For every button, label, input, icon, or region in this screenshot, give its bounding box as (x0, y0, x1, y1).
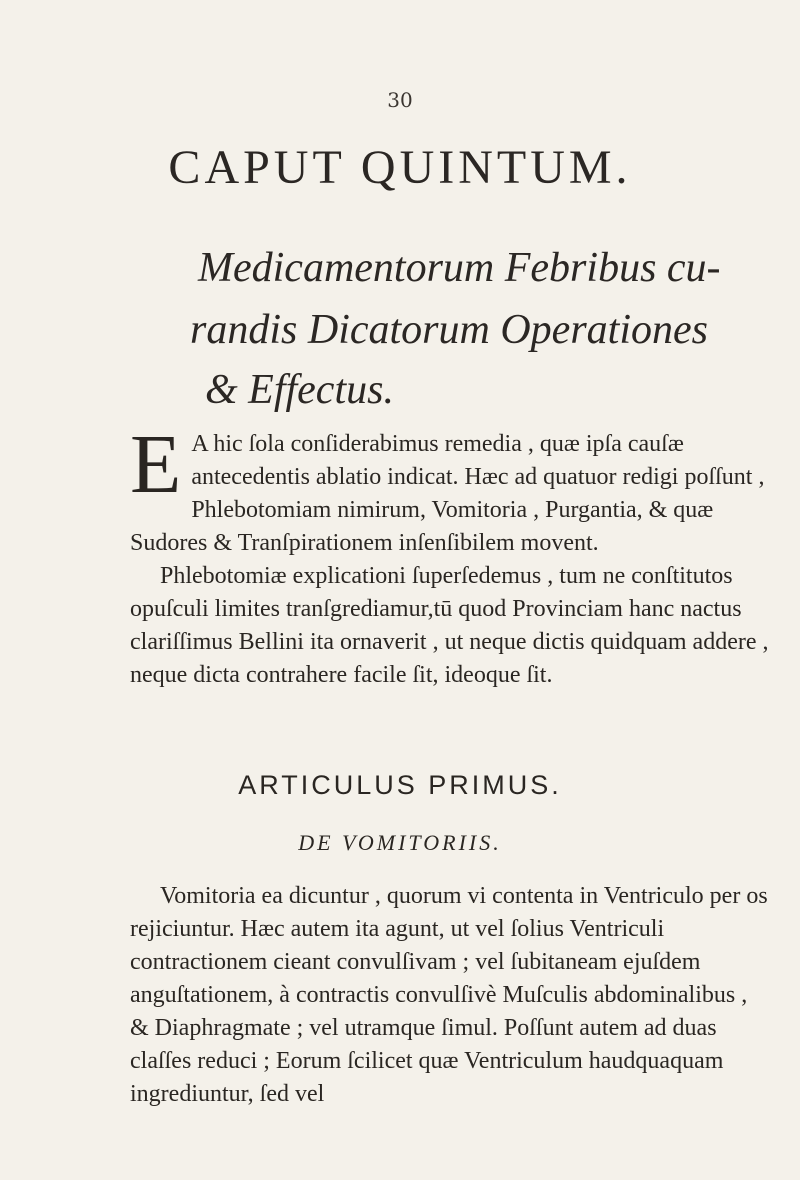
section-heading: ARTICULUS PRIMUS. (238, 770, 562, 800)
intro-paragraph-2: Phlebotomiæ explicationi ſuperſedemus , tum ne conſtitutos opuſculi limites tranſgrediamur,tū quod Provinciam hanc nactus clariſſimus Bellini ita ornaverit , ut neque dictis quidquam addere , neque dicta contrahere facile ſit, ideoque ſit. (130, 563, 769, 688)
section-body-text: Vomitoria ea dicuntur , quorum vi contenta in Ventriculo per os rejiciuntur. Hæc autem ita agunt, ut vel ſolius Ventriculi contractionem cieant convulſivam ; vel ſubitaneam ejuſdem anguſtationem, à contractis convulſivè Muſculis abdominalibus , & Diaphragmate ; vel utramque ſimul. Poſſunt autem ad duas claſſes reduci ; Eorum ſcilicet quæ Ventriculum haudquaquam ingrediuntur, ſed vel (130, 883, 768, 1107)
chapter-title: CAPUT QUINTUM. (168, 141, 632, 194)
subtitle-line-1: Medicamentorum Febribus cu- (198, 245, 721, 291)
section-subheading: DE VOMITORIIS. (298, 830, 502, 855)
intro-paragraph-1-text: A hic ſola conſiderabimus remedia , quæ ipſa cauſæ antecedentis ablatio indicat. Hæc ad quatuor redigi poſſunt , Phlebotomiam nimirum, Vomitoria , Purgantia, & quæ Sudores & Tranſpirationem inſenſibilem movent. (130, 431, 765, 556)
subtitle-line-3: & Effectus. (205, 367, 394, 413)
drop-cap: E (130, 418, 182, 511)
subtitle-line-2: randis Dicatorum Operationes (190, 307, 708, 353)
intro-text (130, 418, 770, 692)
page-number: 30 (387, 88, 413, 112)
intro-paragraph-1 (130, 418, 770, 560)
